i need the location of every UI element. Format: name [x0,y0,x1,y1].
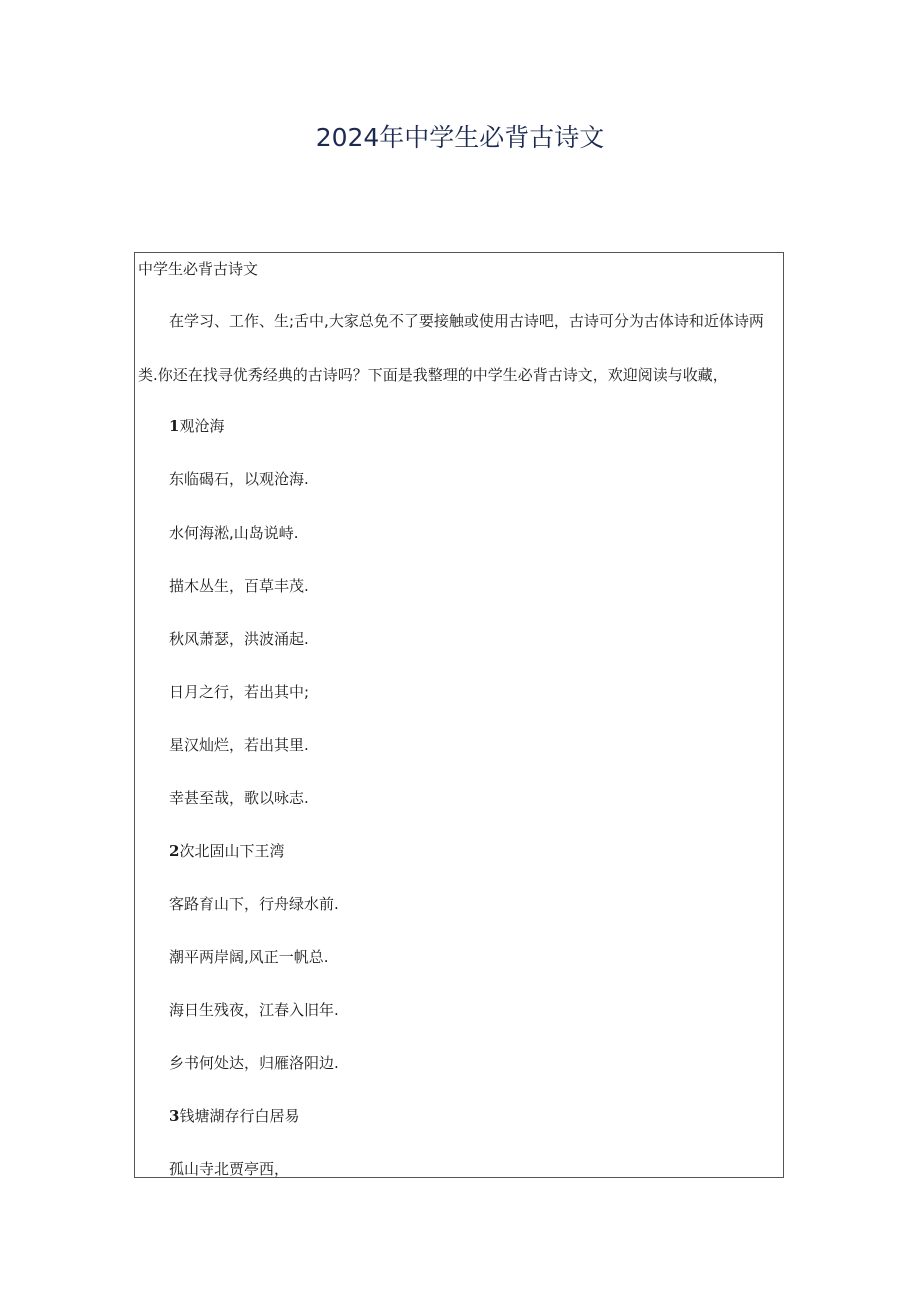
box-heading: 中学生必背古诗文 [138,260,259,278]
poem-title-text: 钱塘湖存行白居易 [179,1107,300,1125]
poem-number: 3 [169,1107,180,1125]
poem-line: 乡书何处达，归雁洛阳边. [169,1054,339,1072]
poem-line: 秋风萧瑟，洪波涌起. [169,630,309,648]
poem-line: 潮平两岸阔,风正一帆总. [169,948,329,966]
poem-line: 描木丛生，百草丰茂. [169,577,309,595]
poem-line: 东临碣石，以观沧海. [169,470,309,488]
content-box [134,252,784,1178]
poem-line: 幸甚至哉，歌以咏志. [169,789,309,807]
poem-line: 海日生残夜，江春入旧年. [169,1001,339,1019]
intro-paragraph-line: 类.你还在找寻优秀经典的古诗吗？下面是我整理的中学生必背古诗文，欢迎阅读与收藏， [138,366,728,384]
poem-line: 孤山寺北贾亭西， [169,1160,290,1178]
poem-title-text: 次北固山下王湾 [179,842,285,860]
intro-paragraph-line: 在学习、工作、生;舌中,大家总免不了要接触或使用古诗吧，古诗可分为古体诗和近体诗两 [169,312,764,330]
poem-number: 1 [169,417,180,435]
poem-title [169,841,284,861]
poem-title-text: 观沧海 [179,417,225,435]
poem-title [169,1106,299,1126]
poem-line: 客路育山下，行舟绿水前. [169,895,339,913]
page-title: 2024年中学生必背古诗文 [315,123,605,152]
poem-line: 星汉灿烂，若出其里. [169,736,309,754]
poem-title [169,416,224,436]
poem-line: 日月之行，若出其中; [169,683,310,701]
poem-number: 2 [169,842,180,860]
poem-line: 水何海淞,山岛说峙. [169,524,299,542]
